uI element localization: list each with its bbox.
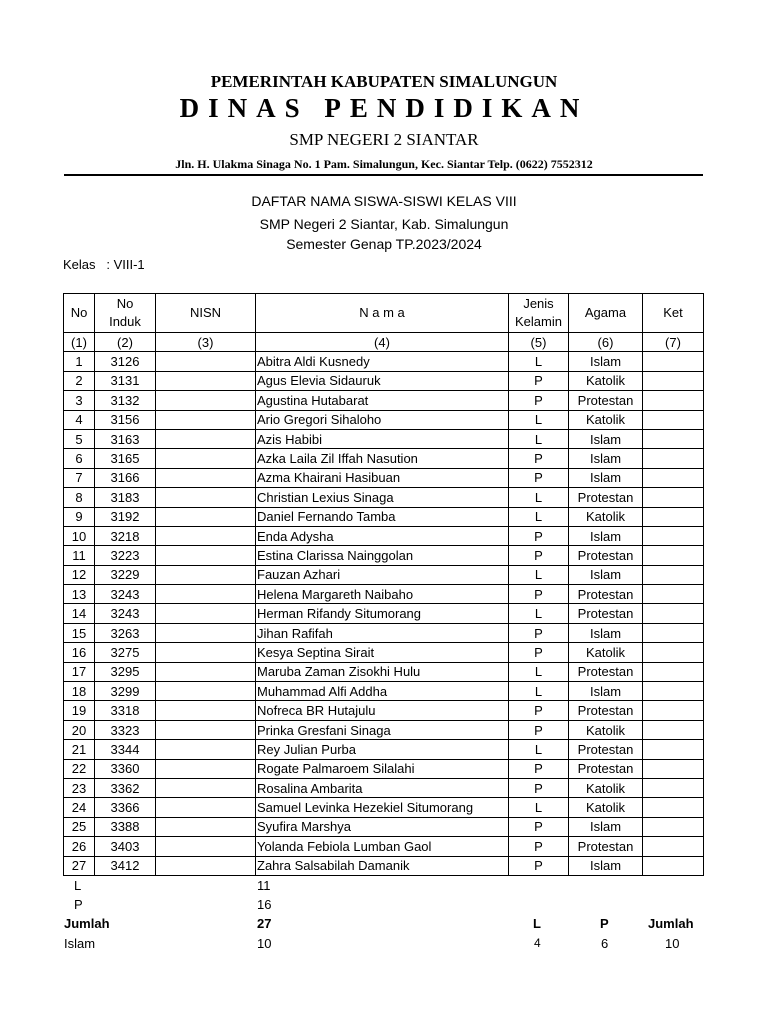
cell-ket — [643, 449, 704, 468]
cell-nisn — [156, 352, 256, 371]
table-row — [64, 429, 704, 448]
cell-agama: Katolik — [569, 507, 643, 526]
cell-no: 12 — [64, 565, 95, 584]
cell-ket — [643, 759, 704, 778]
department-heading: DINAS PENDIDIKAN — [179, 93, 589, 123]
cell-nisn — [156, 488, 256, 507]
cell-nisn — [156, 662, 256, 681]
cell-jk: P — [509, 371, 569, 390]
cell-agama: Islam — [569, 526, 643, 545]
cell-nama: Estina Clarissa Nainggolan — [256, 546, 509, 565]
cell-nisn — [156, 643, 256, 662]
cell-no: 15 — [64, 623, 95, 642]
cell-jk: P — [509, 837, 569, 856]
cell-jk: L — [509, 565, 569, 584]
cell-no: 23 — [64, 778, 95, 797]
cell-nisn — [156, 623, 256, 642]
cell-induk: 3366 — [95, 798, 156, 817]
cell-jk: P — [509, 817, 569, 836]
summary-p-label: P — [74, 897, 83, 912]
cell-jk: L — [509, 604, 569, 623]
cell-induk: 3223 — [95, 546, 156, 565]
cell-induk: 3388 — [95, 817, 156, 836]
col-number: (1) — [64, 333, 95, 352]
table-row — [64, 507, 704, 526]
cell-nama: Maruba Zaman Zisokhi Hulu — [256, 662, 509, 681]
cell-jk: L — [509, 662, 569, 681]
cell-jk: P — [509, 391, 569, 410]
col-header-no: No — [64, 294, 95, 333]
cell-nama: Azka Laila Zil Iffah Nasution — [256, 449, 509, 468]
cell-induk: 3218 — [95, 526, 156, 545]
cell-jk: P — [509, 468, 569, 487]
cell-ket — [643, 585, 704, 604]
cell-jk: L — [509, 352, 569, 371]
cell-ket — [643, 662, 704, 681]
induk-line1: No — [116, 296, 134, 311]
cell-nisn — [156, 546, 256, 565]
table-row — [64, 662, 704, 681]
cell-nisn — [156, 856, 256, 875]
cell-jk: P — [509, 546, 569, 565]
cell-nisn — [156, 759, 256, 778]
gender-line2: Kelamin — [515, 314, 562, 329]
cell-nama: Zahra Salsabilah Damanik — [256, 856, 509, 875]
summary-islam-value: 10 — [257, 936, 272, 951]
cell-jk: P — [509, 778, 569, 797]
cell-nama: Kesya Septina Sirait — [256, 643, 509, 662]
summary-islam-jumlah: 10 — [665, 936, 680, 951]
table-row — [64, 740, 704, 759]
class-label: Kelas : VIII-1 — [63, 257, 145, 272]
table-row — [64, 682, 704, 701]
col-header-nisn: NISN — [156, 294, 256, 333]
cell-nisn — [156, 740, 256, 759]
cell-ket — [643, 778, 704, 797]
cell-induk: 3299 — [95, 682, 156, 701]
cell-nisn — [156, 817, 256, 836]
government-heading: PEMERINTAH KABUPATEN SIMALUNGUN — [210, 72, 558, 91]
cell-nisn — [156, 449, 256, 468]
cell-ket — [643, 468, 704, 487]
cell-jk: L — [509, 429, 569, 448]
cell-induk: 3132 — [95, 391, 156, 410]
cell-nisn — [156, 468, 256, 487]
cell-nama: Enda Adysha — [256, 526, 509, 545]
cell-agama: Protestan — [569, 585, 643, 604]
cell-nama: Azis Habibi — [256, 429, 509, 448]
cell-nama: Christian Lexius Sinaga — [256, 488, 509, 507]
cell-induk: 3318 — [95, 701, 156, 720]
cell-ket — [643, 856, 704, 875]
cell-nisn — [156, 371, 256, 390]
cell-ket — [643, 565, 704, 584]
cell-nama: Helena Margareth Naibaho — [256, 585, 509, 604]
cell-nama: Rosalina Ambarita — [256, 778, 509, 797]
cell-agama: Islam — [569, 429, 643, 448]
table-row — [64, 585, 704, 604]
cell-nisn — [156, 682, 256, 701]
summary-l-value: 11 — [257, 878, 271, 893]
summary-jumlah-label: Jumlah — [64, 916, 110, 931]
cell-nama: Daniel Fernando Tamba — [256, 507, 509, 526]
cell-nama: Herman Rifandy Situmorang — [256, 604, 509, 623]
cell-induk: 3360 — [95, 759, 156, 778]
table-row — [64, 778, 704, 797]
cell-induk: 3126 — [95, 352, 156, 371]
induk-line2: Induk — [109, 314, 141, 329]
cell-ket — [643, 740, 704, 759]
cell-no: 6 — [64, 449, 95, 468]
table-row — [64, 856, 704, 875]
col-header-nama: N a m a — [256, 294, 509, 333]
cell-agama: Protestan — [569, 604, 643, 623]
cell-no: 2 — [64, 371, 95, 390]
cell-induk: 3295 — [95, 662, 156, 681]
cell-nisn — [156, 778, 256, 797]
cell-nisn — [156, 701, 256, 720]
cell-nisn — [156, 565, 256, 584]
cell-induk: 3344 — [95, 740, 156, 759]
cell-no: 18 — [64, 682, 95, 701]
cell-nama: Rogate Palmaroem Silalahi — [256, 759, 509, 778]
cell-no: 14 — [64, 604, 95, 623]
cell-nama: Prinka Gresfani Sinaga — [256, 720, 509, 739]
cell-nama: Agustina Hutabarat — [256, 391, 509, 410]
cell-agama: Islam — [569, 856, 643, 875]
cell-nama: Fauzan Azhari — [256, 565, 509, 584]
cell-no: 26 — [64, 837, 95, 856]
cell-agama: Protestan — [569, 740, 643, 759]
table-row — [64, 837, 704, 856]
cell-agama: Islam — [569, 449, 643, 468]
cell-jk: P — [509, 701, 569, 720]
cell-no: 3 — [64, 391, 95, 410]
summary-l-label: L — [74, 878, 82, 893]
cell-ket — [643, 682, 704, 701]
table-row — [64, 449, 704, 468]
list-subtitle-semester: Semester Genap TP.2023/2024 — [286, 236, 482, 252]
cell-nisn — [156, 507, 256, 526]
cell-induk: 3131 — [95, 371, 156, 390]
cell-jk: L — [509, 507, 569, 526]
table-row — [64, 371, 704, 390]
cell-jk: P — [509, 720, 569, 739]
cell-ket — [643, 488, 704, 507]
cell-jk: P — [509, 585, 569, 604]
summary-p-value: 16 — [257, 897, 272, 912]
cell-nama: Nofreca BR Hutajulu — [256, 701, 509, 720]
cell-induk: 3243 — [95, 604, 156, 623]
cell-induk: 3192 — [95, 507, 156, 526]
table-row — [64, 623, 704, 642]
col-header-gender — [509, 294, 569, 333]
cell-ket — [643, 526, 704, 545]
cell-induk: 3165 — [95, 449, 156, 468]
cell-nisn — [156, 526, 256, 545]
cell-no: 10 — [64, 526, 95, 545]
summary-jumlah-value: 27 — [257, 916, 272, 931]
cell-ket — [643, 604, 704, 623]
cell-agama: Katolik — [569, 778, 643, 797]
cell-no: 11 — [64, 546, 95, 565]
cell-no: 1 — [64, 352, 95, 371]
column-number-row — [64, 333, 704, 352]
cell-jk: P — [509, 623, 569, 642]
cell-nisn — [156, 429, 256, 448]
table-row — [64, 759, 704, 778]
cell-no: 9 — [64, 507, 95, 526]
cell-agama: Protestan — [569, 759, 643, 778]
cell-no: 22 — [64, 759, 95, 778]
cell-agama: Protestan — [569, 701, 643, 720]
table-row — [64, 643, 704, 662]
cell-jk: L — [509, 740, 569, 759]
cell-ket — [643, 507, 704, 526]
col-header-induk — [95, 294, 156, 333]
col-number: (4) — [256, 333, 509, 352]
cell-no: 25 — [64, 817, 95, 836]
table-row — [64, 526, 704, 545]
cell-nisn — [156, 391, 256, 410]
cell-agama: Islam — [569, 817, 643, 836]
col-number: (7) — [643, 333, 704, 352]
cell-nama: Muhammad Alfi Addha — [256, 682, 509, 701]
cell-ket — [643, 817, 704, 836]
cell-no: 27 — [64, 856, 95, 875]
cell-no: 17 — [64, 662, 95, 681]
col-header-ket: Ket — [643, 294, 704, 333]
cell-nisn — [156, 585, 256, 604]
cell-induk: 3403 — [95, 837, 156, 856]
cell-nama: Rey Julian Purba — [256, 740, 509, 759]
summary-col-l: L — [533, 916, 541, 931]
list-subtitle-school: SMP Negeri 2 Siantar, Kab. Simalungun — [259, 216, 509, 232]
table-row — [64, 720, 704, 739]
cell-jk: P — [509, 856, 569, 875]
cell-nisn — [156, 837, 256, 856]
cell-agama: Protestan — [569, 546, 643, 565]
gender-line1: Jenis — [523, 296, 554, 311]
cell-jk: L — [509, 798, 569, 817]
cell-agama: Katolik — [569, 410, 643, 429]
cell-nama: Yolanda Febiola Lumban Gaol — [256, 837, 509, 856]
cell-induk: 3263 — [95, 623, 156, 642]
student-table — [63, 293, 704, 876]
cell-induk: 3156 — [95, 410, 156, 429]
cell-ket — [643, 352, 704, 371]
summary-col-p: P — [600, 916, 609, 931]
cell-no: 24 — [64, 798, 95, 817]
cell-no: 7 — [64, 468, 95, 487]
cell-jk: P — [509, 643, 569, 662]
cell-agama: Protestan — [569, 488, 643, 507]
table-row — [64, 488, 704, 507]
cell-nisn — [156, 798, 256, 817]
school-address: Jln. H. Ulakma Sinaga No. 1 Pam. Simalungun, Kec. Siantar Telp. (0622) 7552312 — [175, 157, 593, 171]
cell-induk: 3412 — [95, 856, 156, 875]
cell-nama: Syufira Marshya — [256, 817, 509, 836]
cell-agama: Protestan — [569, 391, 643, 410]
cell-induk: 3163 — [95, 429, 156, 448]
cell-ket — [643, 371, 704, 390]
col-number: (6) — [569, 333, 643, 352]
table-row — [64, 701, 704, 720]
cell-agama: Islam — [569, 468, 643, 487]
summary-islam-p: 6 — [601, 936, 609, 951]
cell-induk: 3362 — [95, 778, 156, 797]
cell-nisn — [156, 604, 256, 623]
table-row — [64, 565, 704, 584]
cell-ket — [643, 410, 704, 429]
col-header-agama: Agama — [569, 294, 643, 333]
cell-no: 4 — [64, 410, 95, 429]
table-row — [64, 410, 704, 429]
cell-agama: Islam — [569, 623, 643, 642]
cell-ket — [643, 391, 704, 410]
cell-jk: L — [509, 682, 569, 701]
cell-induk: 3229 — [95, 565, 156, 584]
summary-islam-label: Islam — [64, 936, 96, 951]
table-row — [64, 798, 704, 817]
table-row — [64, 604, 704, 623]
cell-no: 19 — [64, 701, 95, 720]
cell-ket — [643, 546, 704, 565]
cell-nama: Ario Gregori Sihaloho — [256, 410, 509, 429]
cell-agama: Islam — [569, 682, 643, 701]
cell-nama: Agus Elevia Sidauruk — [256, 371, 509, 390]
summary-islam-l: 4 — [534, 936, 541, 950]
cell-agama: Katolik — [569, 720, 643, 739]
cell-jk: L — [509, 410, 569, 429]
cell-jk: L — [509, 488, 569, 507]
table-row — [64, 352, 704, 371]
cell-agama: Katolik — [569, 371, 643, 390]
cell-nisn — [156, 410, 256, 429]
cell-induk: 3183 — [95, 488, 156, 507]
col-number: (2) — [95, 333, 156, 352]
summary-col-jumlah: Jumlah — [648, 916, 694, 931]
cell-nama: Abitra Aldi Kusnedy — [256, 352, 509, 371]
table-row — [64, 468, 704, 487]
cell-agama: Katolik — [569, 643, 643, 662]
cell-jk: P — [509, 526, 569, 545]
cell-no: 21 — [64, 740, 95, 759]
cell-induk: 3275 — [95, 643, 156, 662]
cell-agama: Protestan — [569, 662, 643, 681]
list-title: DAFTAR NAMA SISWA-SISWI KELAS VIII — [251, 193, 517, 209]
cell-jk: P — [509, 759, 569, 778]
cell-no: 13 — [64, 585, 95, 604]
col-number: (3) — [156, 333, 256, 352]
cell-nama: Jihan Rafifah — [256, 623, 509, 642]
cell-agama: Islam — [569, 565, 643, 584]
cell-nama: Samuel Levinka Hezekiel Situmorang — [256, 798, 509, 817]
cell-ket — [643, 623, 704, 642]
cell-no: 5 — [64, 429, 95, 448]
cell-no: 16 — [64, 643, 95, 662]
table-row — [64, 546, 704, 565]
cell-ket — [643, 701, 704, 720]
cell-induk: 3166 — [95, 468, 156, 487]
cell-ket — [643, 837, 704, 856]
cell-nisn — [156, 720, 256, 739]
cell-ket — [643, 720, 704, 739]
cell-ket — [643, 429, 704, 448]
cell-agama: Islam — [569, 352, 643, 371]
cell-induk: 3323 — [95, 720, 156, 739]
table-header-row — [64, 294, 704, 333]
col-number: (5) — [509, 333, 569, 352]
cell-no: 20 — [64, 720, 95, 739]
header-divider — [64, 174, 703, 176]
cell-ket — [643, 643, 704, 662]
cell-nama: Azma Khairani Hasibuan — [256, 468, 509, 487]
cell-agama: Protestan — [569, 837, 643, 856]
cell-jk: P — [509, 449, 569, 468]
table-row — [64, 817, 704, 836]
cell-ket — [643, 798, 704, 817]
cell-no: 8 — [64, 488, 95, 507]
cell-agama: Katolik — [569, 798, 643, 817]
school-heading: SMP NEGERI 2 SIANTAR — [289, 130, 479, 149]
table-row — [64, 391, 704, 410]
cell-induk: 3243 — [95, 585, 156, 604]
